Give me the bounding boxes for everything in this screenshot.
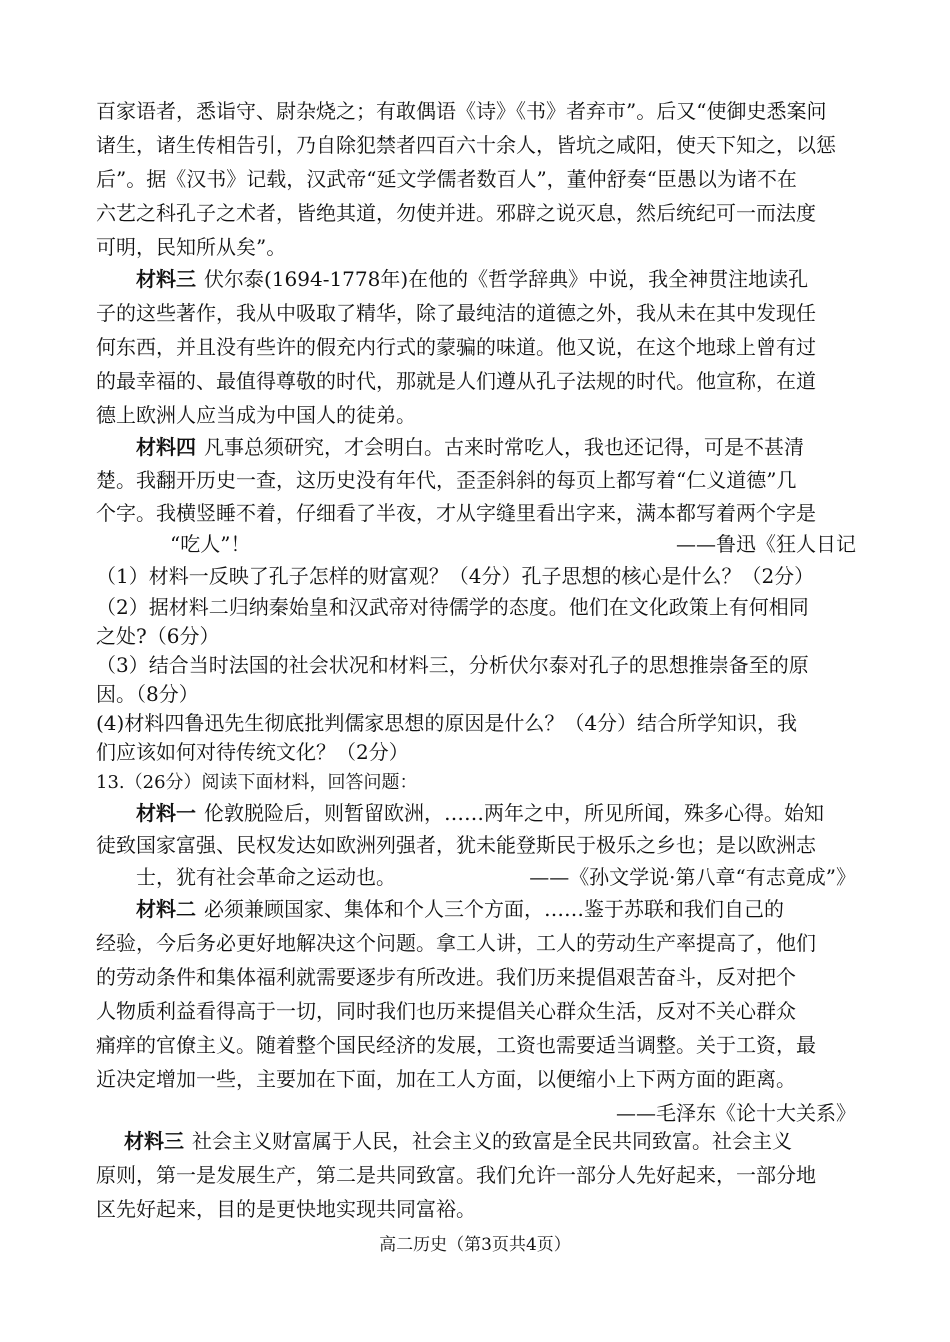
s-material-1-intro: 材料一 伦敦脱险后，则暂留欧洲，……两年之中，所见所闻，殊多心得。始知 — [136, 801, 824, 825]
material-label: 材料三 — [124, 1129, 184, 1153]
text-line: 可明，民知所从矣”。 — [96, 235, 287, 259]
text-line: 子的这些著作，我从中吸取了精华，除了最纯洁的道德之外，我从未在其中发现任 — [96, 301, 816, 325]
question-4: (4)材料四鲁迅先生彻底批判儒家思想的原因是什么？（4分）结合所学知识，我 — [96, 711, 798, 735]
page-footer: 高二历史（第3页共4页） — [379, 1235, 571, 1255]
text-line: 近决定增加一些，主要加在下面，加在工人方面，以便缩小上下两方面的距离。 — [96, 1067, 796, 1091]
text-line: 的最幸福的、最值得尊敬的时代，那就是人们遵从孔子法规的时代。他宣称，在道 — [96, 369, 816, 393]
s-material-3-intro: 材料三 社会主义财富属于人民，社会主义的致富是全民共同致富。社会主义 — [124, 1129, 792, 1153]
question-1: （1）材料一反映了孔子怎样的财富观？（4分）孔子思想的核心是什么？（2分） — [96, 564, 815, 588]
question-3: （3）结合当时法国的社会状况和材料三，分析伏尔泰对孔子的思想推崇备至的原 — [96, 653, 809, 677]
text-line: 经验，今后务必更好地解决这个问题。拿工人讲，工人的劳动生产率提高了，他们 — [96, 931, 816, 955]
material-3-intro: 材料三 伏尔泰(1694-1778年)在他的《哲学辞典》中说，我全神贯注地读孔 — [136, 267, 809, 291]
text-line: 后”。据《汉书》记载，汉武帝“延文学儒者数百人”，董仲舒奏“臣愚以为诸不在 — [96, 167, 797, 191]
quote-source: ——毛泽东《论十大关系》 — [616, 1101, 856, 1125]
material-label: 材料二 — [136, 897, 196, 921]
text-line: 的劳动条件和集体福利就需要逐步有所改进。我们历来提倡艰苦奋斗，反对把个 — [96, 965, 796, 989]
text-line: 区先好起来，目的是更快地实现共同富裕。 — [96, 1197, 476, 1221]
material-4-intro: 材料四 凡事总须研究，才会明白。古来时常吃人，我也还记得，可是不甚清 — [136, 435, 804, 459]
text-line: 何东西，并且没有些许的假充内行式的蒙骗的味道。他又说，在这个地球上曾有过 — [96, 335, 816, 359]
text-line: 痛痒的官僚主义。随着整个国民经济的发展，工资也需要适当调整。关于工资，最 — [96, 1033, 816, 1057]
material-label: 材料四 — [136, 435, 196, 459]
quote-text: “吃人”！ — [170, 532, 251, 556]
quote-source: ——《孙文学说·第八章“有志竟成”》 — [529, 865, 856, 889]
text-line: 六艺之科孔子之术者，皆绝其道，勿使并进。邪辟之说灭息，然后统纪可一而法度 — [96, 201, 816, 225]
question-13-heading: 13.（26分）阅读下面材料，回答问题： — [96, 772, 418, 793]
quote-source: ——鲁迅《狂人日记 — [676, 532, 856, 556]
text-line: 个字。我横竖睡不着，仔细看了半夜，才从字缝里看出字来，满本都写着两个字是 — [96, 501, 816, 525]
question-3-cont: 因。（8分） — [96, 682, 199, 706]
question-2: （2）据材料二归纳秦始皇和汉武帝对待儒学的态度。他们在文化政策上有何相同 — [96, 595, 809, 619]
material-label: 材料一 — [136, 801, 196, 825]
text-line: 原则，第一是发展生产，第二是共同致富。我们允许一部分人先好起来，一部分地 — [96, 1163, 816, 1187]
text-line: 徒致国家富强、民权发达如欧洲列强者，犹未能登斯民于极乐之乡也；是以欧洲志 — [96, 833, 816, 857]
text-line: 诸生，诸生传相告引，乃自除犯禁者四百六十余人，皆坑之咸阳，使天下知之，以惩 — [96, 133, 836, 157]
material-label: 材料三 — [136, 267, 196, 291]
question-2-cont: 之处?（6分） — [96, 624, 220, 648]
text-line: 人物质利益看得高于一切，同时我们也历来提倡关心群众生活，反对不关心群众 — [96, 999, 796, 1023]
s-material-2-intro: 材料二 必须兼顾国家、集体和个人三个方面，……鉴于苏联和我们自己的 — [136, 897, 784, 921]
question-4-cont: 们应该如何对待传统文化？（2分） — [96, 740, 409, 764]
text-line: 士，犹有社会革命之运动也。 — [136, 865, 396, 889]
text-line: 德上欧洲人应当成为中国人的徒弟。 — [96, 403, 416, 427]
text-line: 百家语者，悉诣守、尉杂烧之；有敢偶语《诗》《书》者弃市”。后又“使御史悉案问 — [96, 99, 827, 123]
text-line: 楚。我翻开历史一查，这历史没有年代，歪歪斜斜的每页上都写着“仁义道德”几 — [96, 468, 797, 492]
